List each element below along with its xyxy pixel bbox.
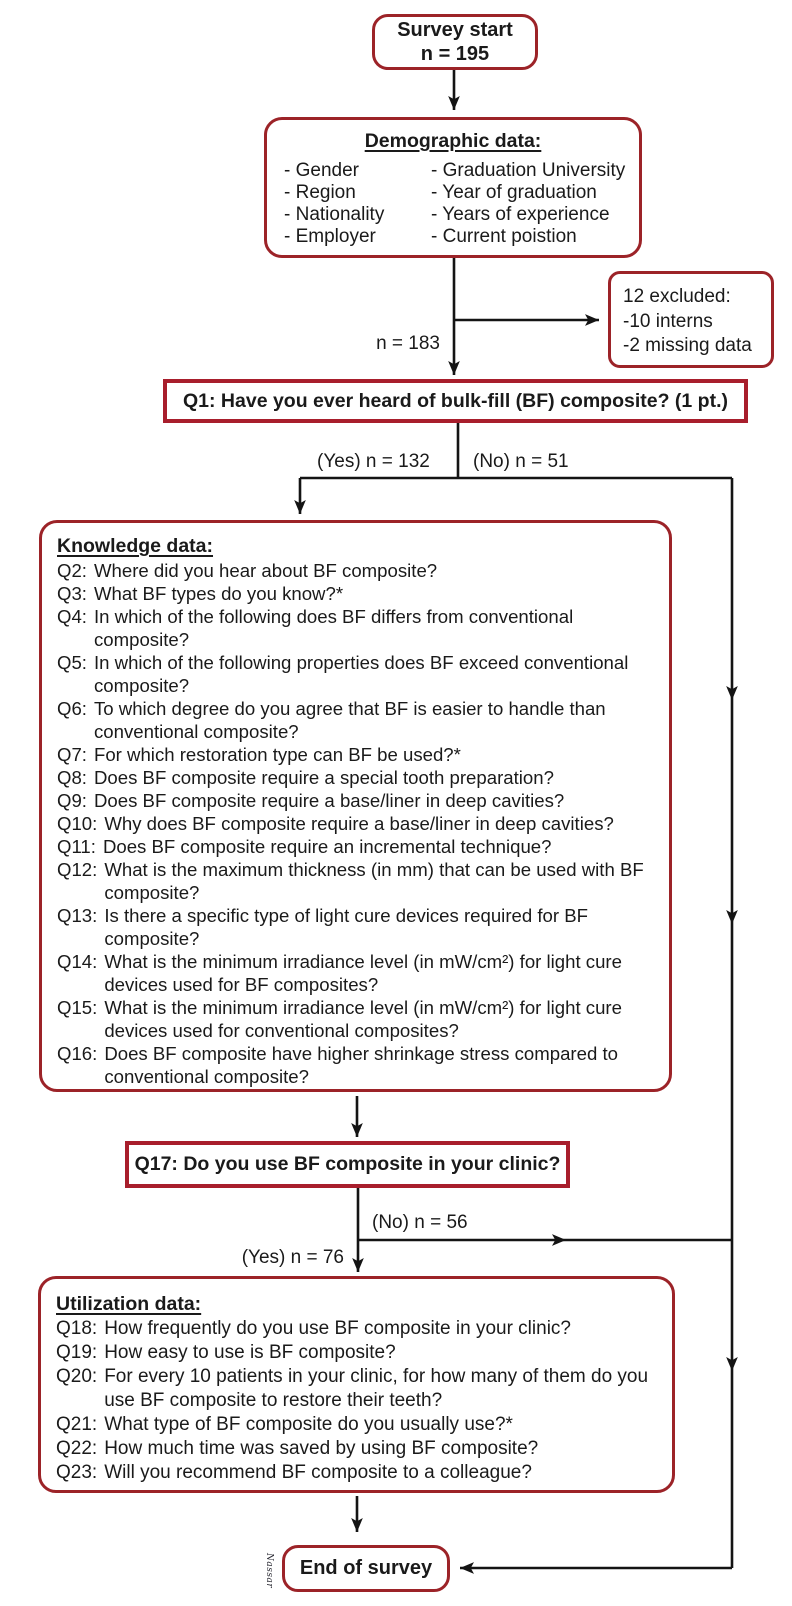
question-number: Q3: bbox=[57, 583, 87, 604]
list-item: -2 missing data bbox=[623, 335, 752, 356]
edge-label-q17-no: (No) n = 56 bbox=[372, 1212, 468, 1233]
node-q17-question bbox=[125, 1141, 570, 1188]
question-text: In which of the following does BF differs from conventional composite? bbox=[93, 606, 574, 650]
demographic-columns bbox=[284, 160, 631, 248]
question-number: Q23: bbox=[56, 1462, 98, 1483]
list-item bbox=[57, 950, 657, 996]
edge-label-n183: n = 183 bbox=[376, 333, 440, 354]
list-item bbox=[57, 582, 657, 605]
question-text: What is the minimum irradiance level (in mW/cm²) for light cure devices used for conventional composites? bbox=[104, 997, 622, 1041]
list-item: -10 interns bbox=[623, 310, 713, 332]
question-number: Q10: bbox=[57, 813, 98, 834]
question-text: What BF types do you know?* bbox=[93, 583, 344, 604]
question-number: Q18: bbox=[56, 1318, 98, 1339]
question-text: To which degree do you agree that BF is easier to handle than conventional composite? bbox=[93, 698, 606, 742]
list-item bbox=[57, 996, 657, 1042]
list-item: 12 excluded: bbox=[623, 286, 731, 307]
list-item bbox=[56, 1461, 660, 1485]
knowledge-title: Knowledge data: bbox=[57, 535, 214, 557]
question-text: Why does BF composite require a base/liner in deep cavities? bbox=[104, 813, 614, 834]
utilization-question-list bbox=[56, 1317, 660, 1485]
list-item bbox=[57, 766, 657, 789]
list-item bbox=[57, 812, 657, 835]
question-number: Q6: bbox=[57, 698, 87, 719]
question-text: Is there a specific type of light cure devices required for BF composite? bbox=[104, 905, 588, 949]
node-utilization-data bbox=[38, 1276, 675, 1493]
question-text: Where did you hear about BF composite? bbox=[93, 560, 438, 581]
question-number: Q9: bbox=[57, 790, 87, 811]
demographic-right-column bbox=[431, 160, 631, 248]
question-text: Does BF composite require a special tooth preparation? bbox=[93, 767, 554, 788]
list-item: - Region bbox=[284, 182, 356, 203]
node-excluded bbox=[608, 271, 774, 368]
list-item bbox=[57, 904, 657, 950]
question-number: Q19: bbox=[56, 1342, 98, 1363]
list-item bbox=[56, 1341, 660, 1365]
demographic-left-column bbox=[284, 160, 431, 248]
question-text: Does BF composite require a base/liner in deep cavities? bbox=[93, 790, 565, 811]
survey-start-title: Survey start bbox=[397, 19, 513, 41]
list-item: - Gender bbox=[284, 160, 359, 181]
list-item bbox=[57, 605, 657, 651]
list-item: - Graduation University bbox=[431, 160, 626, 181]
node-survey-start bbox=[372, 14, 538, 70]
question-number: Q11: bbox=[57, 836, 96, 857]
node-demographic-data bbox=[264, 117, 642, 258]
question-number: Q12: bbox=[57, 859, 98, 880]
question-number: Q20: bbox=[56, 1366, 98, 1387]
question-text: How frequently do you use BF composite in your clinic? bbox=[104, 1318, 571, 1339]
question-number: Q16: bbox=[57, 1043, 98, 1064]
list-item: - Employer bbox=[284, 226, 376, 247]
question-text: What is the maximum thickness (in mm) that can be used with BF composite? bbox=[104, 859, 644, 903]
list-item bbox=[57, 858, 657, 904]
list-item bbox=[56, 1365, 660, 1413]
node-q1-question bbox=[163, 379, 748, 423]
question-text: What type of BF composite do you usually use?* bbox=[104, 1414, 513, 1435]
edge-label-q1-no: (No) n = 51 bbox=[473, 451, 569, 472]
q17-label: Q17: Do you use BF composite in your clinic? bbox=[134, 1153, 561, 1175]
question-number: Q13: bbox=[57, 905, 98, 926]
question-number: Q21: bbox=[56, 1414, 98, 1435]
list-item bbox=[56, 1413, 660, 1437]
list-item bbox=[57, 835, 657, 858]
question-text: In which of the following properties does BF exceed conventional composite? bbox=[93, 652, 629, 696]
list-item: - Years of experience bbox=[431, 204, 610, 225]
survey-start-count: n = 195 bbox=[420, 43, 490, 65]
list-item bbox=[57, 559, 657, 582]
question-text: For every 10 patients in your clinic, for how many of them do you use BF composite to restore their teeth? bbox=[104, 1366, 649, 1411]
question-text: How easy to use is BF composite? bbox=[104, 1342, 396, 1363]
edge-label-q1-yes: (Yes) n = 132 bbox=[317, 451, 430, 472]
knowledge-question-list bbox=[57, 559, 657, 1088]
demographic-title: Demographic data: bbox=[364, 130, 542, 152]
list-item bbox=[56, 1437, 660, 1461]
question-number: Q22: bbox=[56, 1438, 98, 1459]
question-number: Q7: bbox=[57, 744, 87, 765]
question-text: Will you recommend BF composite to a colleague? bbox=[104, 1462, 532, 1483]
list-item: - Nationality bbox=[284, 204, 385, 225]
question-text: What is the minimum irradiance level (in mW/cm²) for light cure devices used for BF composites? bbox=[104, 951, 622, 995]
list-item bbox=[57, 1042, 657, 1088]
end-of-survey-label: End of survey bbox=[299, 1557, 433, 1579]
list-item: - Current poistion bbox=[431, 226, 577, 247]
question-text: Does BF composite have higher shrinkage stress compared to conventional composite? bbox=[104, 1043, 618, 1087]
question-number: Q2: bbox=[57, 560, 87, 581]
question-text: Does BF composite require an incremental technique? bbox=[102, 836, 552, 857]
list-item bbox=[57, 651, 657, 697]
question-number: Q15: bbox=[57, 997, 98, 1018]
question-number: Q14: bbox=[57, 951, 98, 972]
list-item bbox=[57, 789, 657, 812]
utilization-title: Utilization data: bbox=[56, 1293, 202, 1315]
question-number: Q8: bbox=[57, 767, 87, 788]
question-text: For which restoration type can BF be used?* bbox=[93, 744, 461, 765]
question-number: Q5: bbox=[57, 652, 87, 673]
node-knowledge-data bbox=[39, 520, 672, 1092]
list-item bbox=[57, 697, 657, 743]
node-end-of-survey bbox=[282, 1545, 450, 1592]
watermark-author: Nassar bbox=[264, 1553, 274, 1589]
question-text: How much time was saved by using BF composite? bbox=[104, 1438, 539, 1459]
edge-label-q17-yes: (Yes) n = 76 bbox=[241, 1247, 344, 1268]
question-number: Q4: bbox=[57, 606, 87, 627]
list-item: - Year of graduation bbox=[431, 182, 597, 203]
list-item bbox=[57, 743, 657, 766]
q1-label: Q1: Have you ever heard of bulk-fill (BF) composite? (1 pt.) bbox=[183, 389, 728, 412]
list-item bbox=[56, 1317, 660, 1341]
